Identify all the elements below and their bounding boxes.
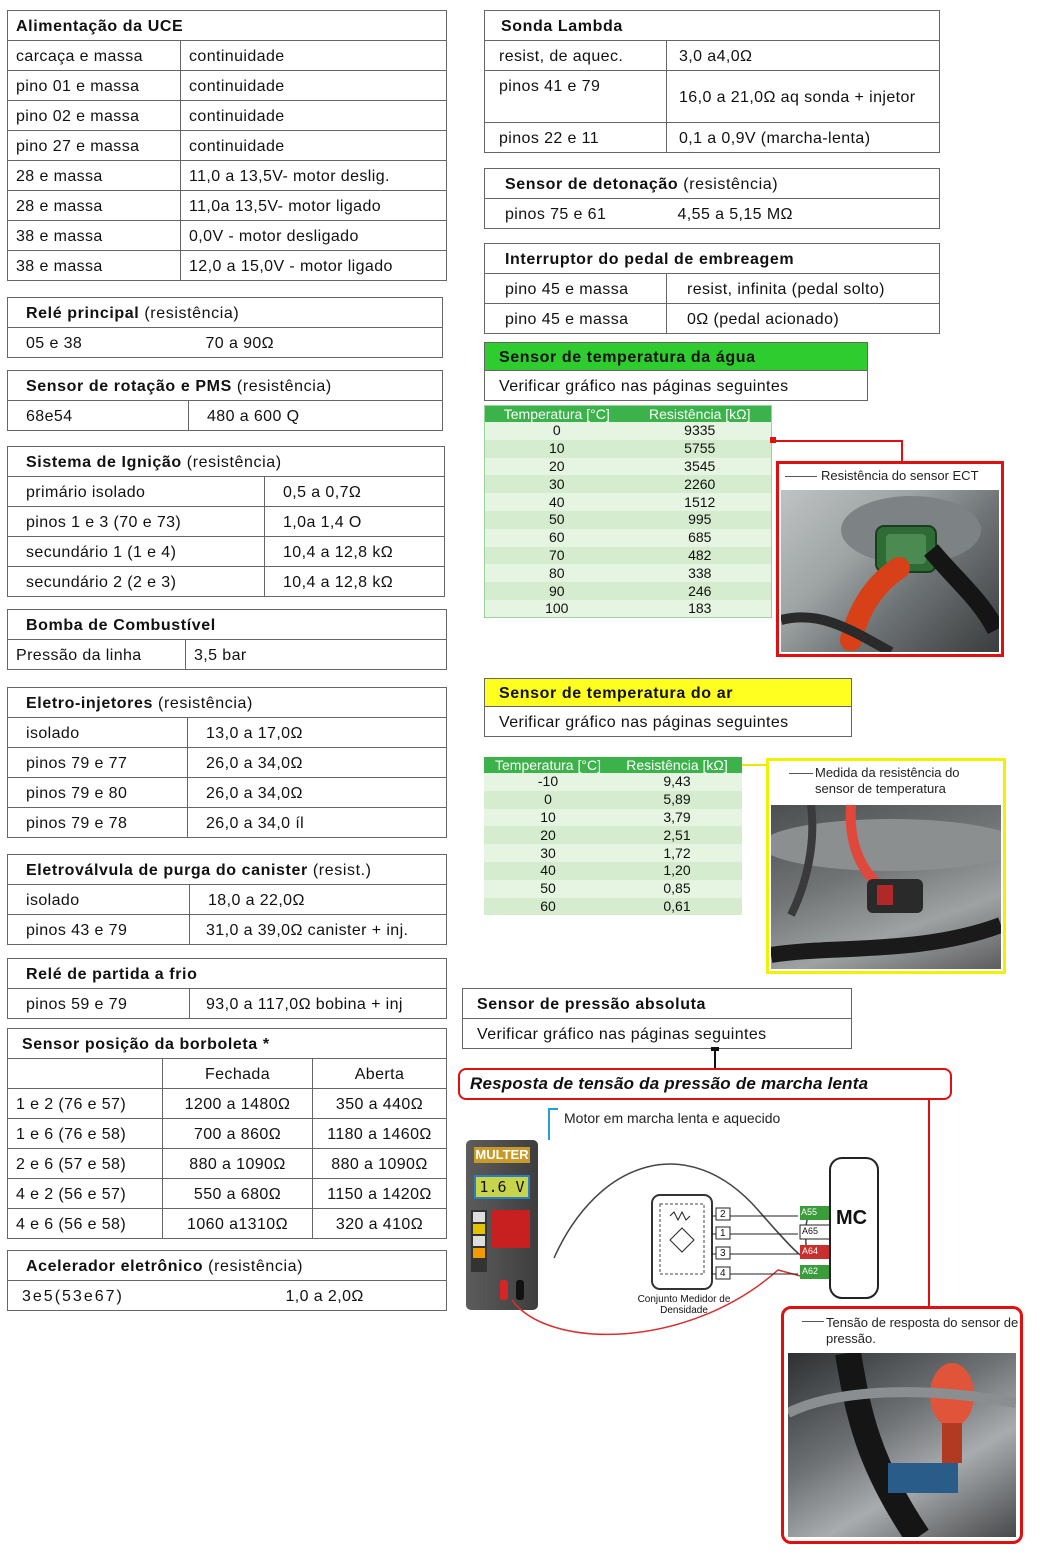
lambda-cell: 3,0 a4,0Ω bbox=[667, 41, 940, 71]
temp_ar-data-cell: 20 bbox=[540, 826, 556, 843]
pressao-banner bbox=[458, 1068, 952, 1100]
injetores-cell: 26,0 a 34,0 íl bbox=[188, 808, 447, 838]
pressao-title: Sensor de pressão absoluta bbox=[463, 989, 852, 1019]
temp_ar-data-cell: 0 bbox=[544, 791, 552, 808]
ignicao-title: Sistema de Ignição bbox=[26, 453, 182, 471]
map-photo-caption: Tensão de resposta do sensor de pressão. bbox=[826, 1315, 1019, 1346]
injetores-table bbox=[7, 687, 447, 838]
injetores-cell: 13,0 a 17,0Ω bbox=[188, 718, 447, 748]
borboleta-cell: 880 a 1090Ω bbox=[163, 1149, 313, 1179]
canister-cell: 31,0 a 39,0Ω canister + inj. bbox=[190, 915, 447, 945]
temp_agua-data-cell: 685 bbox=[688, 529, 712, 546]
sensor-pin-3: 3 bbox=[720, 1248, 726, 1259]
lambda-cell: 16,0 a 21,0Ω aq sonda + injetor bbox=[667, 71, 940, 123]
temp_agua-data-row bbox=[485, 440, 772, 458]
acelerador-title: Acelerador eletrônico bbox=[26, 1257, 204, 1275]
temp_agua-data-cell: 20 bbox=[548, 457, 565, 474]
borboleta-table bbox=[7, 1028, 447, 1239]
temp_agua-data-cell: 90 bbox=[548, 582, 565, 599]
borboleta-cell: 1 e 2 (76 e 57) bbox=[8, 1089, 163, 1119]
ignicao-cell: 10,4 a 12,8 kΩ bbox=[265, 567, 445, 597]
embreagem-cell: resist, infinita (pedal solto) bbox=[667, 274, 940, 304]
ignicao-cell: 10,4 a 12,8 kΩ bbox=[265, 537, 445, 567]
temp_agua-data-row bbox=[485, 564, 772, 582]
ignicao-cell: 1,0a 1,4 O bbox=[265, 507, 445, 537]
lambda-table bbox=[484, 10, 940, 153]
lambda-cell: pinos 41 e 79 bbox=[485, 71, 667, 123]
temp_agua-data-cell: 5755 bbox=[684, 440, 716, 457]
uce-cell: continuidade bbox=[181, 101, 447, 131]
acelerador-cell: 1,0 a 2,0Ω bbox=[278, 1281, 447, 1311]
connector-line bbox=[772, 440, 903, 442]
ignicao-cell: primário isolado bbox=[8, 477, 265, 507]
temp_ar-data-cell: 9,43 bbox=[663, 773, 691, 790]
rele-principal-title: Relé principal bbox=[26, 304, 140, 322]
bomba-title: Bomba de Combustível bbox=[8, 610, 447, 640]
module-label: MC bbox=[836, 1207, 868, 1229]
ect-photo-caption: Resistência do sensor ECT bbox=[821, 468, 979, 483]
injetores-cell: pinos 79 e 77 bbox=[8, 748, 188, 778]
canister-note: (resist.) bbox=[312, 861, 372, 879]
borboleta-cell: 880 a 1090Ω bbox=[313, 1149, 447, 1179]
map-photo-panel bbox=[781, 1306, 1023, 1544]
injetores-note: (resistência) bbox=[158, 694, 253, 712]
uce-cell: pino 27 e massa bbox=[8, 131, 181, 161]
sensor-label: Conjunto Medidor de Densidade bbox=[637, 1294, 731, 1316]
bomba-table bbox=[7, 609, 447, 670]
temp-agua-table bbox=[484, 342, 868, 401]
borboleta-cell: 1200 a 1480Ω bbox=[163, 1089, 313, 1119]
borboleta-cell: 1060 a1310Ω bbox=[163, 1209, 313, 1239]
borboleta-cell: 350 a 440Ω bbox=[313, 1089, 447, 1119]
temp-agua-title: Sensor de temperatura da água bbox=[485, 343, 868, 371]
ignicao-cell: secundário 1 (1 e 4) bbox=[8, 537, 265, 567]
sensor-pin-1: 1 bbox=[720, 1228, 726, 1239]
canister-cell: pinos 43 e 79 bbox=[8, 915, 190, 945]
temp_agua-data-cell: 1512 bbox=[684, 493, 716, 510]
temp_ar-data-row bbox=[484, 809, 742, 827]
temp-ar-col-temp: Temperatura [°C] bbox=[495, 757, 601, 773]
temp_agua-data-cell: 338 bbox=[688, 564, 712, 581]
detonacao-cell: pinos 75 e 61 bbox=[485, 199, 670, 229]
sensor-pin-4: 4 bbox=[720, 1268, 726, 1279]
pressao-banner-text: Resposta de tensão da pressão de marcha lenta bbox=[470, 1074, 869, 1093]
temp_ar-data-cell: 3,79 bbox=[663, 808, 691, 825]
temp_ar-data-row bbox=[484, 880, 742, 898]
temp_agua-data-row bbox=[485, 529, 772, 547]
injetores-cell: pinos 79 e 80 bbox=[8, 778, 188, 808]
connector-cap bbox=[711, 1047, 719, 1051]
temp_ar-data-cell: 1,72 bbox=[663, 844, 691, 861]
sensor-pin-2: 2 bbox=[720, 1209, 726, 1220]
temp-ar-title: Sensor de temperatura do ar bbox=[485, 679, 852, 707]
pointer-line bbox=[789, 773, 813, 774]
temp_agua-data-cell: 40 bbox=[548, 493, 565, 510]
rele-principal-cell: 70 a 90Ω bbox=[198, 328, 443, 358]
acelerador-note: (resistência) bbox=[208, 1257, 304, 1275]
rele-principal-cell: 05 e 38 bbox=[8, 328, 198, 358]
temp_ar-data-cell: 0,85 bbox=[663, 880, 691, 897]
temp_agua-data-row bbox=[485, 582, 772, 600]
uce-cell: 28 e massa bbox=[8, 161, 181, 191]
temp-ar-col-res: Resistência [kΩ] bbox=[626, 757, 728, 773]
temp-agua-col-res: Resistência [kΩ] bbox=[649, 406, 751, 422]
borboleta-cell: 1180 a 1460Ω bbox=[313, 1119, 447, 1149]
temp-ar-table bbox=[484, 678, 852, 737]
map-sensor-photo bbox=[788, 1353, 1016, 1537]
pointer-line bbox=[802, 1321, 824, 1322]
uce-cell: 12,0 a 15,0V - motor ligado bbox=[181, 251, 447, 281]
uce-cell: carcaça e massa bbox=[8, 41, 181, 71]
temp_agua-data-cell: 482 bbox=[688, 546, 712, 563]
uce-cell: 0,0V - motor desligado bbox=[181, 221, 447, 251]
bomba-cell: 3,5 bar bbox=[186, 640, 447, 670]
lambda-cell: 0,1 a 0,9V (marcha-lenta) bbox=[667, 123, 940, 153]
detonacao-note: (resistência) bbox=[683, 175, 779, 193]
uce-cell: 11,0a 13,5V- motor ligado bbox=[181, 191, 447, 221]
connector-line bbox=[928, 1100, 930, 1308]
rele-principal-note: (resistência) bbox=[144, 304, 240, 322]
iat-photo-caption: Medida da resistência do sensor de temperatura bbox=[815, 765, 960, 796]
partida-frio-cell: 93,0 a 117,0Ω bobina + inj bbox=[190, 989, 447, 1019]
ignicao-cell: secundário 2 (2 e 3) bbox=[8, 567, 265, 597]
temp_agua-data-cell: 3545 bbox=[684, 457, 716, 474]
uce-cell: pino 01 e massa bbox=[8, 71, 181, 101]
temp_agua-data-cell: 50 bbox=[548, 511, 565, 528]
connector-line bbox=[742, 764, 768, 766]
temp_agua-data-cell: 70 bbox=[548, 546, 565, 563]
embreagem-table bbox=[484, 243, 940, 334]
partida-frio-title: Relé de partida a frio bbox=[8, 959, 447, 989]
bomba-cell: Pressão da linha bbox=[8, 640, 186, 670]
uce-cell: pino 02 e massa bbox=[8, 101, 181, 131]
borboleta-title: Sensor posição da borboleta * bbox=[8, 1029, 447, 1059]
connector-line bbox=[714, 1048, 716, 1068]
acelerador-cell: 3e5(53e67) bbox=[8, 1281, 278, 1311]
temp_ar-data-cell: 5,89 bbox=[663, 791, 691, 808]
pressao-subtitle: Verificar gráfico nas páginas seguintes bbox=[463, 1019, 852, 1049]
ignicao-table bbox=[7, 446, 445, 597]
temp_agua-data-cell: 995 bbox=[688, 511, 712, 528]
uce-cell: 28 e massa bbox=[8, 191, 181, 221]
temp_ar-data-row bbox=[484, 898, 742, 916]
embreagem-cell: 0Ω (pedal acionado) bbox=[667, 304, 940, 334]
temp_agua-data-cell: 30 bbox=[548, 475, 565, 492]
canister-title: Eletroválvula de purga do canister bbox=[26, 861, 308, 879]
pin-a62: A62 bbox=[802, 1266, 819, 1276]
temp_agua-data-row bbox=[485, 547, 772, 565]
connector-line bbox=[901, 440, 903, 462]
uce-title: Alimentação da UCE bbox=[8, 11, 447, 41]
temp_agua-data-row bbox=[485, 422, 772, 440]
pressao-table bbox=[462, 988, 852, 1049]
injetores-cell: 26,0 a 34,0Ω bbox=[188, 748, 447, 778]
injetores-cell: 26,0 a 34,0Ω bbox=[188, 778, 447, 808]
temp_ar-data-row bbox=[484, 844, 742, 862]
borboleta-header-aberta: Aberta bbox=[313, 1059, 447, 1089]
temp_ar-data-cell: 40 bbox=[540, 862, 556, 879]
temp_agua-data-cell: 2260 bbox=[684, 475, 716, 492]
pointer-line bbox=[785, 476, 817, 477]
injetores-cell: pinos 79 e 78 bbox=[8, 808, 188, 838]
borboleta-header-cell bbox=[8, 1059, 163, 1089]
pin-a64: A64 bbox=[802, 1246, 819, 1256]
temp-agua-subtitle: Verificar gráfico nas páginas seguintes bbox=[485, 371, 868, 401]
borboleta-cell: 4 e 2 (56 e 57) bbox=[8, 1179, 163, 1209]
injetores-cell: isolado bbox=[8, 718, 188, 748]
temp_ar-data-cell: 2,51 bbox=[663, 826, 691, 843]
temp_agua-data-row bbox=[485, 475, 772, 493]
borboleta-cell: 320 a 410Ω bbox=[313, 1209, 447, 1239]
canister-table bbox=[7, 854, 447, 945]
embreagem-cell: pino 45 e massa bbox=[485, 274, 667, 304]
temp_agua-data-cell: 80 bbox=[548, 564, 565, 581]
temp_ar-data-row bbox=[484, 773, 742, 791]
iat-photo-panel bbox=[766, 758, 1006, 974]
temp_ar-data-cell: 60 bbox=[540, 897, 556, 914]
partida-frio-table bbox=[7, 958, 447, 1019]
borboleta-cell: 4 e 6 (56 e 58) bbox=[8, 1209, 163, 1239]
sensor-rotacao-cell: 480 a 600 Q bbox=[189, 401, 443, 431]
detonacao-title: Sensor de detonação bbox=[505, 175, 679, 193]
uce-cell: 38 e massa bbox=[8, 221, 181, 251]
iat-sensor-photo bbox=[771, 805, 1001, 969]
temp_agua-data-row bbox=[485, 600, 772, 618]
canister-cell: 18,0 a 22,0Ω bbox=[190, 885, 447, 915]
uce-cell: 38 e massa bbox=[8, 251, 181, 281]
borboleta-cell: 700 a 860Ω bbox=[163, 1119, 313, 1149]
ignicao-note: (resistência) bbox=[186, 453, 282, 471]
temp_agua-data-cell: 10 bbox=[548, 440, 565, 457]
temp_agua-data-cell: 183 bbox=[688, 600, 712, 617]
connector-dot bbox=[770, 437, 776, 443]
borboleta-header-fechada: Fechada bbox=[163, 1059, 313, 1089]
temp_ar-data-cell: 0,61 bbox=[663, 897, 691, 914]
temp_agua-data-cell: 60 bbox=[548, 529, 565, 546]
temp_agua-data-row bbox=[485, 493, 772, 511]
pin-a55: A55 bbox=[801, 1207, 818, 1217]
borboleta-cell: 1 e 6 (76 e 58) bbox=[8, 1119, 163, 1149]
uce-cell: continuidade bbox=[181, 41, 447, 71]
temp_ar-data-cell: 50 bbox=[540, 880, 556, 897]
uce-cell: 11,0 a 13,5V- motor deslig. bbox=[181, 161, 447, 191]
temp_agua-data-cell: 100 bbox=[545, 600, 569, 617]
temp_ar-data-cell: 10 bbox=[540, 808, 556, 825]
injetores-title: Eletro-injetores bbox=[26, 694, 153, 712]
canister-cell: isolado bbox=[8, 885, 190, 915]
detonacao-cell: 4,55 a 5,15 MΩ bbox=[670, 199, 940, 229]
sensor-rotacao-note: (resistência) bbox=[236, 377, 332, 395]
temp_ar-data-row bbox=[484, 862, 742, 880]
ect-photo-panel bbox=[776, 461, 1004, 657]
ignicao-cell: pinos 1 e 3 (70 e 73) bbox=[8, 507, 265, 537]
borboleta-cell: 1150 a 1420Ω bbox=[313, 1179, 447, 1209]
borboleta-cell: 2 e 6 (57 e 58) bbox=[8, 1149, 163, 1179]
temp_ar-data-row bbox=[484, 826, 742, 844]
temp_ar-data-cell: 1,20 bbox=[663, 862, 691, 879]
sensor-rotacao-title: Sensor de rotação e PMS bbox=[26, 377, 232, 395]
embreagem-cell: pino 45 e massa bbox=[485, 304, 667, 334]
temp_ar-data-row bbox=[484, 791, 742, 809]
ignicao-cell: 0,5 a 0,7Ω bbox=[265, 477, 445, 507]
embreagem-title: Interruptor do pedal de embreagem bbox=[485, 244, 940, 274]
temp-ar-data-table bbox=[484, 757, 742, 915]
temp_ar-data-cell: 30 bbox=[540, 844, 556, 861]
temp_agua-data-row bbox=[485, 511, 772, 529]
temp-ar-subtitle: Verificar gráfico nas páginas seguintes bbox=[485, 707, 852, 737]
temp_agua-data-cell: 9335 bbox=[684, 422, 716, 439]
meter-caption: Motor em marcha lenta e aquecido bbox=[564, 1110, 781, 1126]
rele-principal-table bbox=[7, 297, 443, 358]
lambda-cell: resist, de aquec. bbox=[485, 41, 667, 71]
meter-brand: MULTER bbox=[475, 1147, 529, 1162]
pin-a65: A65 bbox=[802, 1226, 819, 1236]
detonacao-table bbox=[484, 168, 940, 229]
meter-display: 1.6 V bbox=[474, 1175, 530, 1199]
lambda-title: Sonda Lambda bbox=[485, 11, 940, 41]
ect-sensor-photo bbox=[781, 490, 999, 652]
acelerador-table bbox=[7, 1250, 447, 1311]
temp_agua-data-cell: 0 bbox=[552, 422, 561, 439]
uce-cell: continuidade bbox=[181, 71, 447, 101]
borboleta-cell: 550 a 680Ω bbox=[163, 1179, 313, 1209]
lambda-cell: pinos 22 e 11 bbox=[485, 123, 667, 153]
temp_ar-data-cell: -10 bbox=[537, 773, 559, 790]
temp-agua-data-table bbox=[484, 405, 772, 618]
uce-table bbox=[7, 10, 447, 281]
partida-frio-cell: pinos 59 e 79 bbox=[8, 989, 190, 1019]
sensor-rotacao-table bbox=[7, 370, 443, 431]
temp_agua-data-cell: 246 bbox=[688, 582, 712, 599]
temp_agua-data-row bbox=[485, 458, 772, 476]
temp-agua-col-temp: Temperatura [°C] bbox=[503, 406, 610, 422]
uce-cell: continuidade bbox=[181, 131, 447, 161]
sensor-rotacao-cell: 68e54 bbox=[8, 401, 189, 431]
